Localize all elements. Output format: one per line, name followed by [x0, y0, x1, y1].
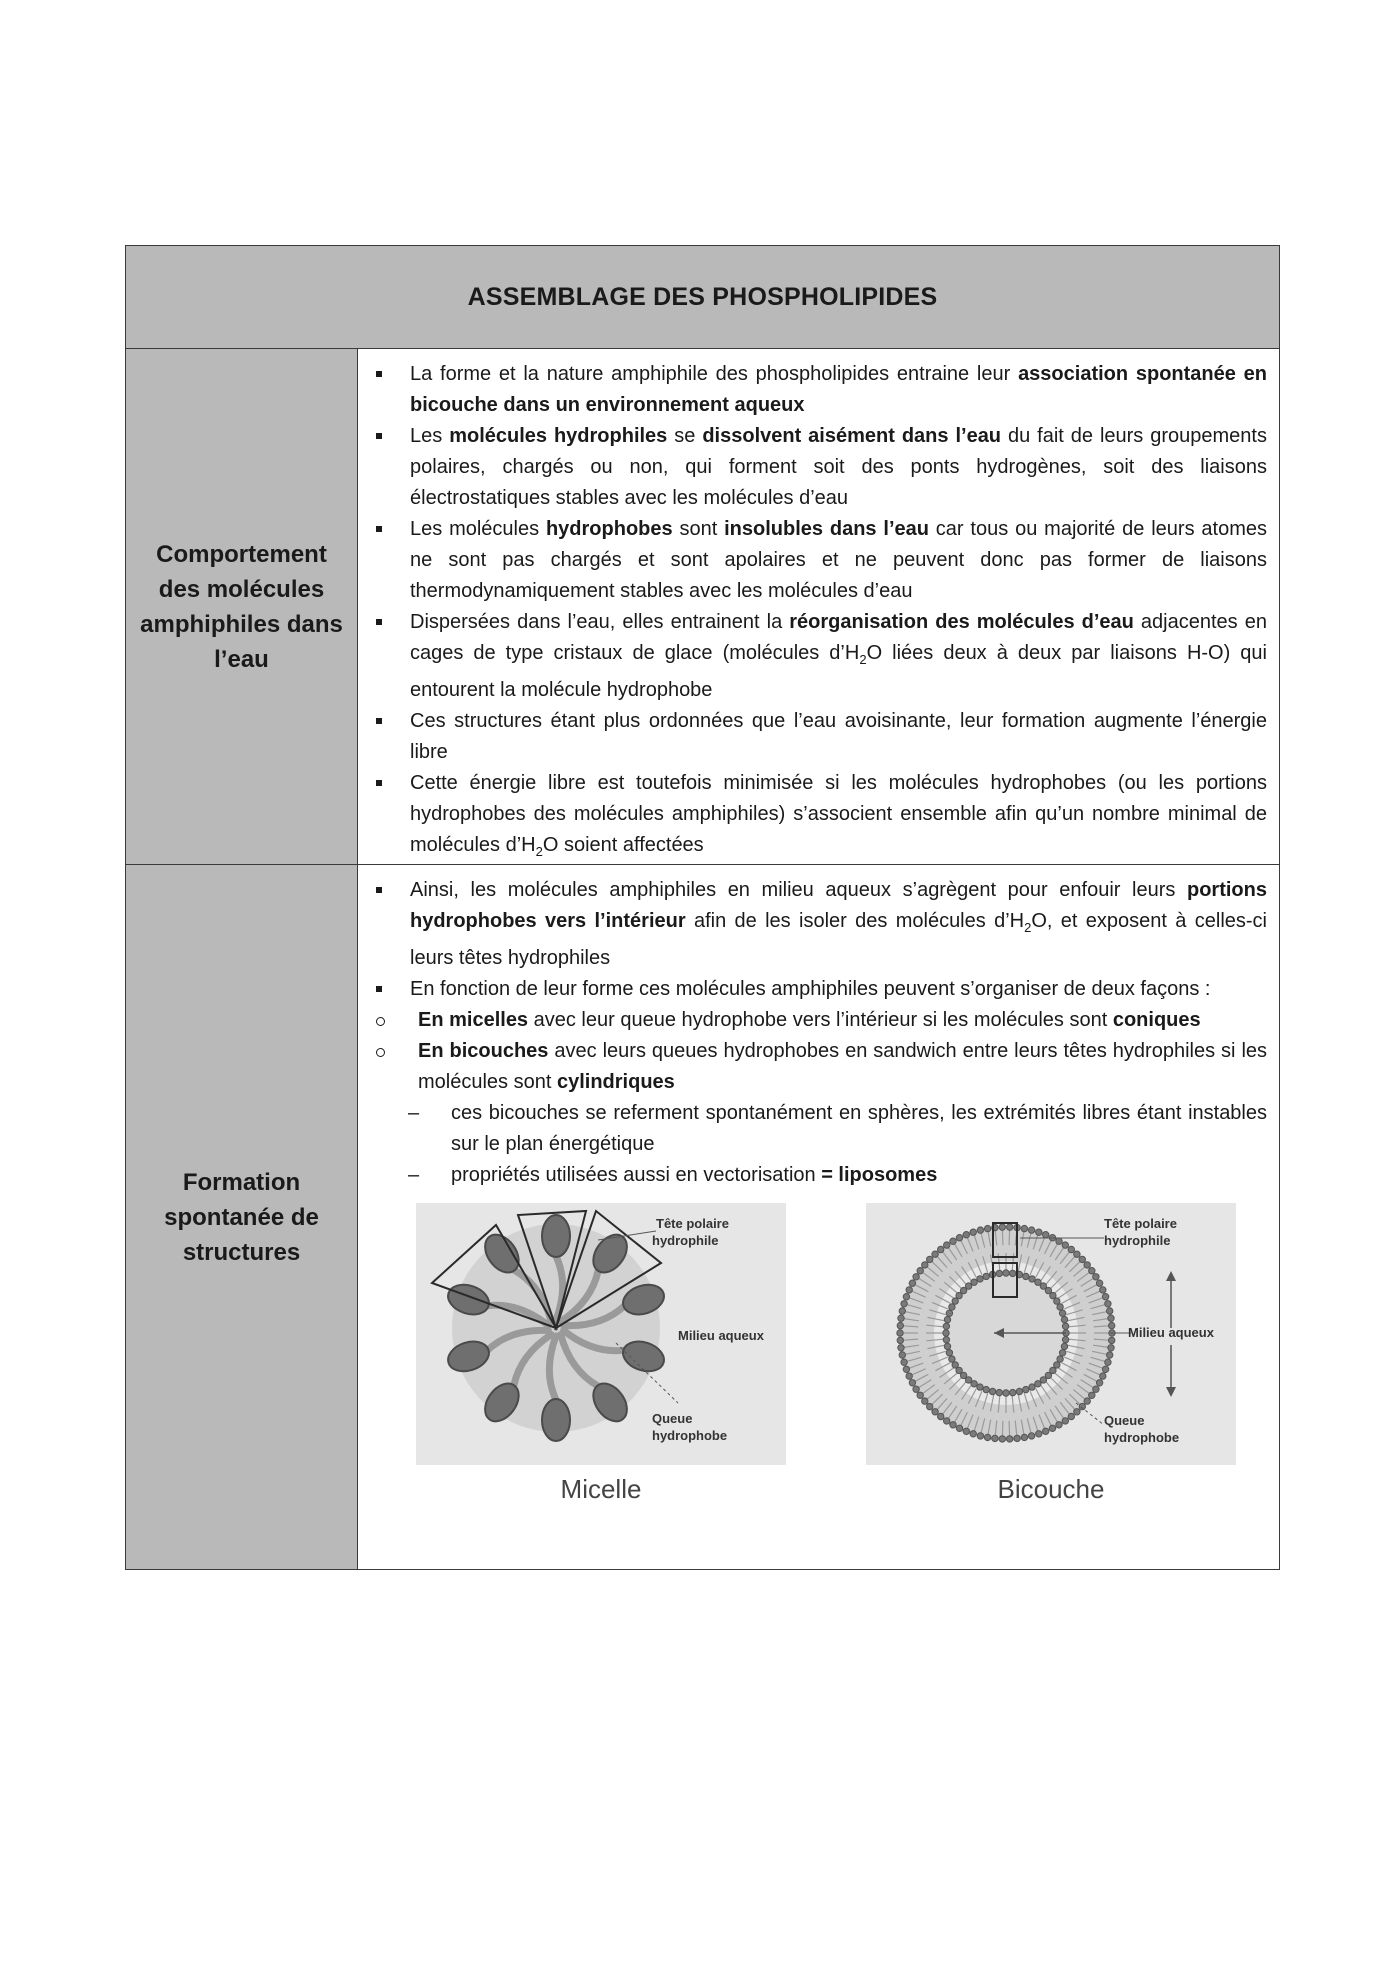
- micelle-head-label: hydrophile: [652, 1233, 719, 1248]
- polar-head: [1079, 1256, 1085, 1262]
- polar-head: [949, 1304, 955, 1310]
- polar-head: [999, 1224, 1005, 1230]
- polar-head: [927, 1256, 933, 1262]
- row-label: Comportement des molécules amphiphiles dans l’eau: [126, 349, 358, 864]
- bicouche-medium-label: Milieu aqueux: [1128, 1325, 1214, 1340]
- polar-head: [944, 1343, 950, 1349]
- polar-head: [1003, 1390, 1009, 1396]
- polar-head: [1023, 1386, 1029, 1392]
- polar-head: [1035, 1381, 1041, 1387]
- polar-head: [906, 1373, 912, 1379]
- bicouche-figure: [866, 1203, 1236, 1505]
- polar-head: [1105, 1301, 1111, 1307]
- polar-head: [956, 1235, 962, 1241]
- bullet-item: Cette énergie libre est toutefois minimisée si les molécules hydrophobes (ou les portions hydrophobes des molécules amphiphiles) s’associent ensemble afin qu’un nombre minimal de molécules $d’H_2O$ soient affectées: [366, 768, 1267, 867]
- polar-head: [1107, 1308, 1113, 1314]
- polar-head: [932, 1409, 938, 1415]
- polar-head: [983, 1273, 989, 1279]
- polar-head: [952, 1362, 958, 1368]
- polar-head: [1109, 1337, 1115, 1343]
- polar-head: [944, 1316, 950, 1322]
- polar-head: [1007, 1224, 1013, 1230]
- polar-head: [1028, 1433, 1034, 1439]
- polar-head: [1100, 1373, 1106, 1379]
- polar-head: [909, 1380, 915, 1386]
- polar-head: [944, 1418, 950, 1424]
- polar-head: [1093, 1386, 1099, 1392]
- polar-head: [1056, 1238, 1062, 1244]
- polar-head: [999, 1436, 1005, 1442]
- polar-head: [897, 1322, 903, 1328]
- polar-head: [1062, 1242, 1068, 1248]
- polar-head: [913, 1274, 919, 1280]
- bullet-list: [366, 359, 1267, 867]
- polar-head: [977, 1276, 983, 1282]
- polar-head: [1029, 1384, 1035, 1390]
- bicouche-tail-label: Queue: [1104, 1413, 1145, 1428]
- polar-head: [946, 1310, 952, 1316]
- bullet-item: Dispersées dans l’eau, elles entrainent la réorganisation des molécules d’eau adjacentes en cages de type cristaux de glace (molécules $d’H_2O$ liées deux à deux par liaisons H-O) qui entourent la molécule hydrophobe: [366, 607, 1267, 706]
- polar-head: [1107, 1352, 1113, 1358]
- polar-head: [977, 1433, 983, 1439]
- bullet-item: Ces structures étant plus ordonnées que l’eau avoisinante, leur formation augmente l’énergie libre: [366, 706, 1267, 768]
- polar-head: [1105, 1359, 1111, 1365]
- polar-head: [1003, 1270, 1009, 1276]
- polar-head: [1029, 1276, 1035, 1282]
- polar-head: [938, 1413, 944, 1419]
- polar-head: [932, 1251, 938, 1257]
- polar-head: [1057, 1304, 1063, 1310]
- polar-head: [946, 1350, 952, 1356]
- bullet-item: Les molécules hydrophiles se dissolvent aisément dans l’eau du fait de leurs groupements polaires, chargés ou non, qui forment soit des ponts hydrogènes, soit des liaisons électrostatiques stables avec les molécules d’eau: [366, 421, 1267, 514]
- polar-head: [913, 1386, 919, 1392]
- polar-head: [1074, 1251, 1080, 1257]
- micelle-head-label: Tête polaire: [656, 1216, 729, 1231]
- polar-head: [1043, 1232, 1049, 1238]
- polar-head: [944, 1242, 950, 1248]
- row-comportement: [126, 349, 1279, 864]
- polar-head: [956, 1425, 962, 1431]
- polar-head: [1102, 1366, 1108, 1372]
- polar-head: [927, 1403, 933, 1409]
- polar-head: [1089, 1392, 1095, 1398]
- polar-head: [1108, 1315, 1114, 1321]
- bicouche-head-label: hydrophile: [1104, 1233, 1171, 1248]
- sub-bullet-item: En micelles avec leur queue hydrophobe vers l’intérieur si les molécules sont coniques: [366, 1005, 1267, 1036]
- bicouche-tail-label: hydrophobe: [1104, 1430, 1180, 1445]
- polar-head: [1049, 1425, 1055, 1431]
- polar-head: [899, 1352, 905, 1358]
- row-label: Formation spontanée de structures: [126, 865, 358, 1569]
- polar-head: [1108, 1345, 1114, 1351]
- polar-head: [1084, 1398, 1090, 1404]
- polar-head: [1061, 1343, 1067, 1349]
- polar-head: [963, 1428, 969, 1434]
- polar-head: [901, 1359, 907, 1365]
- row-formation: [126, 864, 1279, 1569]
- bullet-item: En fonction de leur forme ces molécules amphiphiles peuvent s’organiser de deux façons :: [366, 974, 1267, 1005]
- polar-head: [1102, 1294, 1108, 1300]
- row-content: [358, 865, 1279, 1569]
- polar-head: [898, 1345, 904, 1351]
- polar-head: [1056, 1422, 1062, 1428]
- polar-head: [1068, 1246, 1074, 1252]
- polar-head: [983, 1386, 989, 1392]
- hydrophobic-tail: [1002, 1421, 1003, 1437]
- polar-head: [1057, 1356, 1063, 1362]
- micelle-caption: Micelle: [560, 1474, 642, 1504]
- polar-head: [922, 1398, 928, 1404]
- polar-head: [1010, 1270, 1016, 1276]
- polar-head: [917, 1268, 923, 1274]
- polar-head: [1054, 1298, 1060, 1304]
- polar-head: [943, 1330, 949, 1336]
- polar-head: [1021, 1434, 1027, 1440]
- dash-list: [366, 1098, 1267, 1191]
- polar-head: [977, 1227, 983, 1233]
- polar-head: [1074, 1409, 1080, 1415]
- polar-head: [1100, 1287, 1106, 1293]
- polar-head: [1010, 1389, 1016, 1395]
- dash-item: – propriétés utilisées aussi en vectorisation = liposomes: [366, 1160, 1267, 1191]
- micelle-diagram: [416, 1203, 786, 1465]
- polar-head: [542, 1399, 570, 1441]
- micelle-medium-label: Milieu aqueux: [678, 1328, 764, 1343]
- polar-head: [1036, 1229, 1042, 1235]
- polar-head: [906, 1287, 912, 1293]
- polar-head: [1062, 1323, 1068, 1329]
- polar-head: [903, 1366, 909, 1372]
- polar-head: [899, 1308, 905, 1314]
- polar-head: [901, 1301, 907, 1307]
- sub-bullet-list: [366, 1005, 1267, 1098]
- polar-head: [1036, 1431, 1042, 1437]
- bicouche-head-label: Tête polaire: [1104, 1216, 1177, 1231]
- polar-head: [909, 1280, 915, 1286]
- polar-head: [970, 1431, 976, 1437]
- hydrophobic-tail: [1002, 1229, 1003, 1245]
- bicouche-caption: Bicouche: [997, 1474, 1105, 1504]
- polar-head: [984, 1434, 990, 1440]
- polar-head: [1079, 1403, 1085, 1409]
- polar-head: [1096, 1280, 1102, 1286]
- polar-head: [1014, 1435, 1020, 1441]
- table-title: ASSEMBLAGE DES PHOSPHOLIPIDES: [126, 246, 1279, 349]
- polar-head: [943, 1337, 949, 1343]
- polar-head: [943, 1323, 949, 1329]
- polar-head: [1007, 1436, 1013, 1442]
- sub-bullet-item: En bicouches avec leurs queues hydrophobes en sandwich entre leurs têtes hydrophiles si les molécules sont cylindriques: [366, 1036, 1267, 1098]
- micelle-tail-label: Queue: [652, 1411, 693, 1426]
- polar-head: [950, 1422, 956, 1428]
- hydrophobic-tail: [1009, 1229, 1010, 1245]
- polar-head: [897, 1337, 903, 1343]
- polar-head: [542, 1215, 570, 1257]
- polar-head: [996, 1270, 1002, 1276]
- summary-table: [125, 245, 1280, 1570]
- hydrophobic-tail: [1009, 1421, 1010, 1437]
- bullet-item: Ainsi, les molécules amphiphiles en milieu aqueux s’agrègent pour enfouir leurs portions hydrophobes vers l’intérieur afin de les isoler des molécules $d’H_2O$, et exposent à celles-ci leurs têtes hydrophiles: [366, 875, 1267, 974]
- polar-head: [1061, 1316, 1067, 1322]
- polar-head: [984, 1225, 990, 1231]
- bullet-list: [366, 875, 1267, 1005]
- polar-head: [1089, 1268, 1095, 1274]
- polar-head: [1059, 1350, 1065, 1356]
- polar-head: [977, 1384, 983, 1390]
- micelle-tail-label: hydrophobe: [652, 1428, 728, 1443]
- polar-head: [897, 1330, 903, 1336]
- polar-head: [970, 1229, 976, 1235]
- row-content: [358, 349, 1279, 864]
- polar-head: [996, 1389, 1002, 1395]
- polar-head: [1068, 1413, 1074, 1419]
- polar-head: [922, 1262, 928, 1268]
- polar-head: [1059, 1310, 1065, 1316]
- polar-head: [903, 1294, 909, 1300]
- polar-head: [1062, 1418, 1068, 1424]
- polar-head: [1028, 1227, 1034, 1233]
- polar-head: [1043, 1428, 1049, 1434]
- polar-head: [963, 1232, 969, 1238]
- polar-head: [1093, 1274, 1099, 1280]
- polar-head: [898, 1315, 904, 1321]
- polar-head: [949, 1356, 955, 1362]
- figures: [366, 1203, 1267, 1505]
- polar-head: [1016, 1388, 1022, 1394]
- polar-head: [950, 1238, 956, 1244]
- bullet-item: Les molécules hydrophobes sont insolubles dans l’eau car tous ou majorité de leurs atomes ne sont pas chargés et sont apolaires et ne peuvent donc pas former de liaisons thermodynamiquement stables avec les molécules d’eau: [366, 514, 1267, 607]
- polar-head: [1096, 1380, 1102, 1386]
- bullet-item: La forme et la nature amphiphile des phospholipides entraine leur association spontanée en bicouche dans un environnement aqueux: [366, 359, 1267, 421]
- polar-head: [1109, 1322, 1115, 1328]
- polar-head: [1023, 1273, 1029, 1279]
- polar-head: [917, 1392, 923, 1398]
- micelle-figure: [416, 1203, 786, 1505]
- polar-head: [1084, 1262, 1090, 1268]
- bicouche-diagram: [866, 1203, 1236, 1465]
- polar-head: [992, 1435, 998, 1441]
- polar-head: [1062, 1337, 1068, 1343]
- polar-head: [938, 1246, 944, 1252]
- polar-head: [971, 1279, 977, 1285]
- polar-head: [1021, 1225, 1027, 1231]
- dash-item: – ces bicouches se referment spontanément en sphères, les extrémités libres étant instables sur le plan énergétique: [366, 1098, 1267, 1160]
- polar-head: [989, 1388, 995, 1394]
